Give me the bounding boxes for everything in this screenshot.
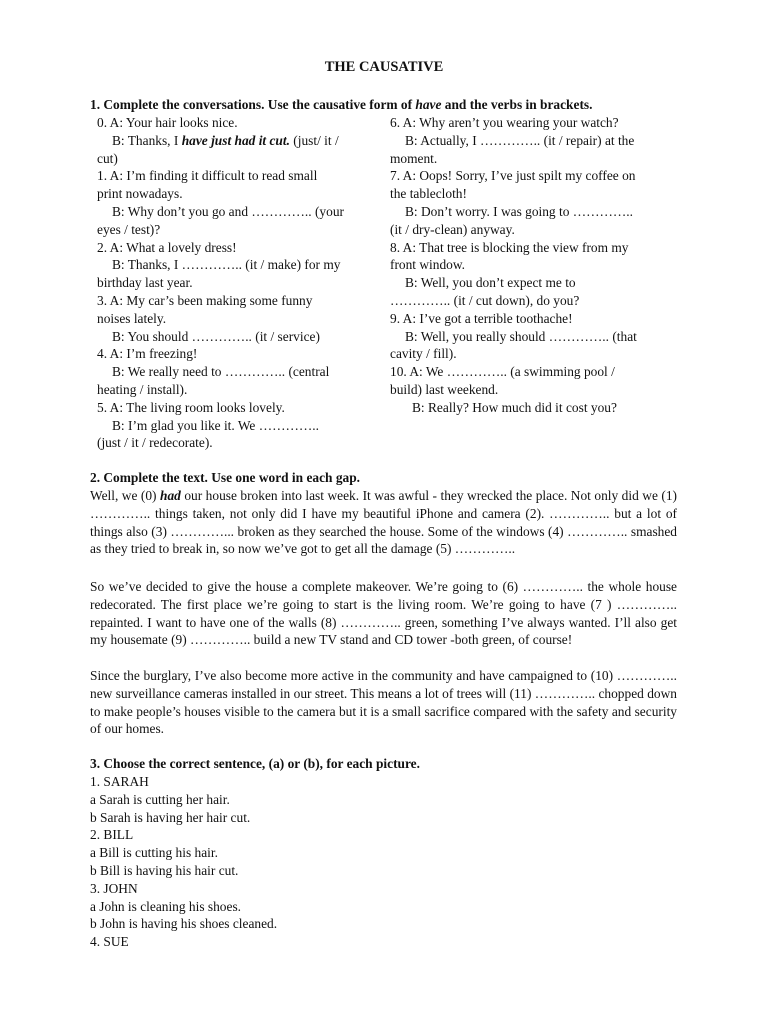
exercise-1-line: B: We really need to ………….. (central bbox=[112, 364, 330, 380]
exercise-1-line: 4. A: I’m freezing! bbox=[97, 346, 198, 362]
exercise-1-line: 8. A: That tree is blocking the view from my bbox=[390, 239, 629, 255]
exercise-1-line: birthday last year. bbox=[97, 275, 193, 291]
page-title: THE CAUSATIVE bbox=[324, 59, 444, 75]
exercise-3-line: 4. SUE bbox=[90, 934, 129, 950]
exercise-1-line: B: Actually, I ………….. (it / repair) at the bbox=[405, 132, 635, 148]
exercise-1-line: 5. A: The living room looks lovely. bbox=[97, 399, 285, 415]
exercise-1-right-column bbox=[390, 114, 680, 417]
exercise-2-paragraph-3: Since the burglary, I’ve also become more active in the community and have campaigned to (10) ………….. new surveillance cameras installed in our street. This means a lot of trees will (11) ………….. chopped down to make people’s houses visible to the camera but it is a small sacrifice compared with the safety and security of our homes. bbox=[90, 668, 677, 737]
exercise-2-paragraph-2: So we’ve decided to give the house a complete makeover. We’re going to (6) ………….. the whole house redecorated. The first place we’re going to start is the living room. We’re going to have (7 ) ………….. repainted. I want to have one of the walls (8) ………….. green, something I’ve always wanted. I’ll also get my housemate (9) ………….. build a new TV stand and CD tower -both green, of course! bbox=[90, 579, 677, 648]
exercise-1-line: (just / it / redecorate). bbox=[97, 435, 213, 451]
exercise-1-line: ………….. (it / cut down), do you? bbox=[390, 292, 580, 308]
exercise-1-line: cut) bbox=[97, 150, 118, 166]
exercise-1-line: 3. A: My car’s been making some funny bbox=[97, 292, 313, 308]
exercise-3-heading: 3. Choose the correct sentence, (a) or (b), for each picture. bbox=[90, 756, 420, 771]
exercise-1-line: build) last weekend. bbox=[390, 381, 499, 397]
exercise-1-line: print nowadays. bbox=[97, 186, 183, 202]
exercise-2-paragraph-1: Well, we (0) had our house broken into last week. It was awful - they wrecked the place. Not only did we (1) ………….. things taken, not only did I have my beautiful iPhone and camera (2). ………….. but a lot of things also (3) …………... broken as they searched the house. Some of the windows (4) ………….. smashed as they tried to break in, so now we’ve got to get all the damage (5) ………….. bbox=[90, 488, 677, 557]
exercise-3-line: a Bill is cutting his hair. bbox=[90, 845, 218, 861]
exercise-1-line: 0. A: Your hair looks nice. bbox=[97, 115, 238, 130]
exercise-1-line: front window. bbox=[390, 257, 466, 273]
exercise-1-line: 10. A: We ………….. (a swimming pool / bbox=[390, 364, 615, 380]
exercise-1-line: B: You should ………….. (it / service) bbox=[112, 328, 320, 344]
exercise-1-line: the tablecloth! bbox=[390, 186, 467, 202]
exercise-3-line: 3. JOHN bbox=[90, 880, 138, 896]
exercise-3-list bbox=[90, 773, 277, 951]
exercise-1-line: moment. bbox=[390, 150, 438, 166]
exercise-3-line: b John is having his shoes cleaned. bbox=[90, 916, 278, 932]
exercise-1-line: 7. A: Oops! Sorry, I’ve just spilt my coffee on bbox=[390, 168, 636, 184]
exercise-1-line: 2. A: What a lovely dress! bbox=[97, 239, 237, 255]
exercise-1-line: B: I’m glad you like it. We ………….. bbox=[112, 417, 319, 433]
exercise-1-left-column bbox=[97, 114, 377, 452]
exercise-1-line: cavity / fill). bbox=[390, 346, 457, 362]
exercise-1-line: eyes / test)? bbox=[97, 221, 161, 237]
exercise-1-line: B: Really? How much did it cost you? bbox=[412, 399, 617, 415]
exercise-1-line: B: Well, you don’t expect me to bbox=[405, 275, 576, 291]
exercise-3-line: b Sarah is having her hair cut. bbox=[90, 809, 251, 825]
exercise-1-line: 1. A: I’m finding it difficult to read small bbox=[97, 168, 318, 184]
exercise-1-line: 9. A: I’ve got a terrible toothache! bbox=[390, 310, 573, 326]
exercise-1-line: (it / dry-clean) anyway. bbox=[390, 221, 515, 237]
exercise-1-line: B: Well, you really should ………….. (that bbox=[405, 328, 637, 344]
exercise-1-line: 6. A: Why aren’t you wearing your watch? bbox=[390, 115, 619, 130]
exercise-2-heading: 2. Complete the text. Use one word in each gap. bbox=[90, 470, 361, 485]
exercise-3-line: 1. SARAH bbox=[90, 774, 149, 789]
exercise-1-line: noises lately. bbox=[97, 310, 167, 326]
exercise-3-line: a John is cleaning his shoes. bbox=[90, 898, 241, 914]
exercise-1-line: B: Thanks, I ………….. (it / make) for my bbox=[112, 257, 341, 273]
exercise-1-line: B: Don’t worry. I was going to ………….. bbox=[405, 203, 633, 219]
exercise-1-heading: 1. Complete the conversations. Use the causative form of have and the verbs in brackets. bbox=[90, 97, 593, 112]
exercise-1-line: B: Why don’t you go and ………….. (your bbox=[112, 203, 344, 219]
exercise-1-line: B: Thanks, I have just had it cut. (just/ it / bbox=[112, 132, 339, 148]
exercise-3-line: a Sarah is cutting her hair. bbox=[90, 791, 230, 807]
exercise-1-line: heating / install). bbox=[97, 381, 188, 397]
exercise-3-line: 2. BILL bbox=[90, 827, 134, 843]
exercise-3-line: b Bill is having his hair cut. bbox=[90, 862, 239, 878]
